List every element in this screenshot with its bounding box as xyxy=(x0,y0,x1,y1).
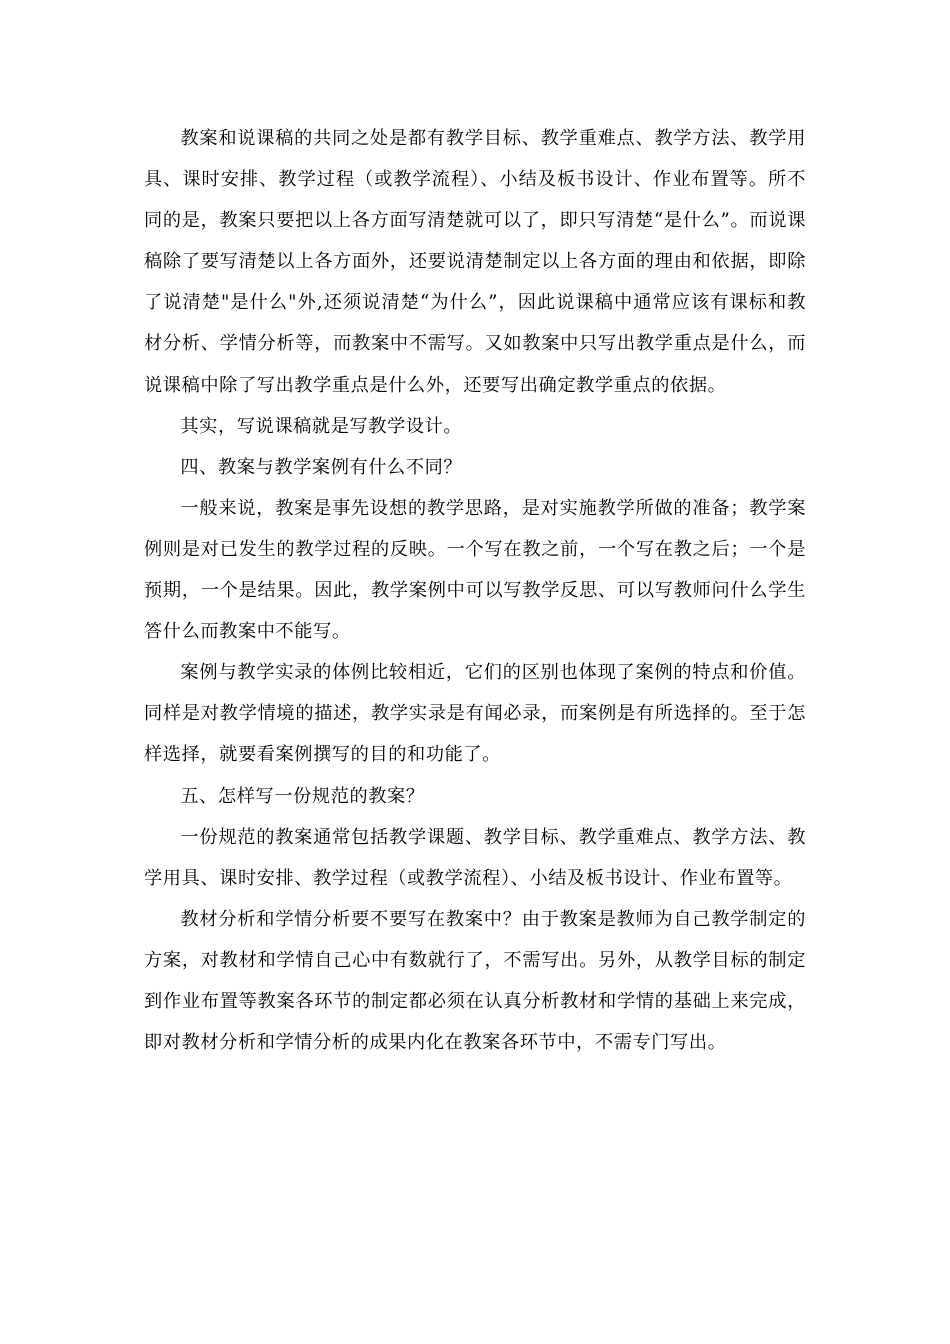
section-heading-4: 四、教案与教学案例有什么不同？ xyxy=(180,456,463,478)
paragraph-lesson-plan-vs-talk-script: 教案和说课稿的共同之处是都有教学目标、教学重难点、教学方法、教学用具、课时安排、教学过程（或教学流程）、小结及板书设计、作业布置等。所不同的是，教案只要把以上各方面写清楚就可以了，即只写清楚“是什么”。而说课稿除了要写清楚以上各方面外，还要说清楚制定以上各方面的理由和依据，即除了说清楚"是什么"外,还须说清楚“为什么”，因此说课稿中通常应该有课标和教材分析、学情分析等，而教案中不需写。又如教案中只写出教学重点是什么，而说课稿中除了写出教学重点是什么外，还要写出确定教学重点的依据。 xyxy=(144,128,806,396)
paragraph-analysis-in-plan: 教材分析和学情分析要不要写在教案中？由于教案是教师为自己教学制定的方案，对教材和学情自己心中有数就行了，不需写出。另外，从教学目标的制定到作业布置等教案各环节的制定都必须在认真分析教材和学情的基础上来完成，即对教材分析和学情分析的成果内化在教案各环节中，不需专门写出。 xyxy=(144,908,806,1054)
section-heading-5: 五、怎样写一份规范的教案？ xyxy=(180,785,425,807)
document-body xyxy=(144,118,806,1063)
paragraph-case-vs-record: 案例与教学实录的体例比较相近，它们的区别也体现了案例的特点和价值。同样是对教学情境的描述，教学实录是有闻必录，而案例是有所选择的。至于怎样选择，就要看案例撰写的目的和功能了。 xyxy=(144,662,806,766)
paragraph-standard-plan-contents: 一份规范的教案通常包括教学课题、教学目标、教学重难点、教学方法、教学用具、课时安排、教学过程（或教学流程）、小结及板书设计、作业布置等。 xyxy=(144,826,806,889)
paragraph-plan-vs-case: 一般来说，教案是事先设想的教学思路，是对实施教学所做的准备；教学案例则是对已发生的教学过程的反映。一个写在教之前，一个写在教之后；一个是预期，一个是结果。因此，教学案例中可以写教学反思、可以写教师问什么学生答什么而教案中不能写。 xyxy=(144,497,806,643)
paragraph-talk-script-is-design: 其实，写说课稿就是写教学设计。 xyxy=(180,415,463,437)
